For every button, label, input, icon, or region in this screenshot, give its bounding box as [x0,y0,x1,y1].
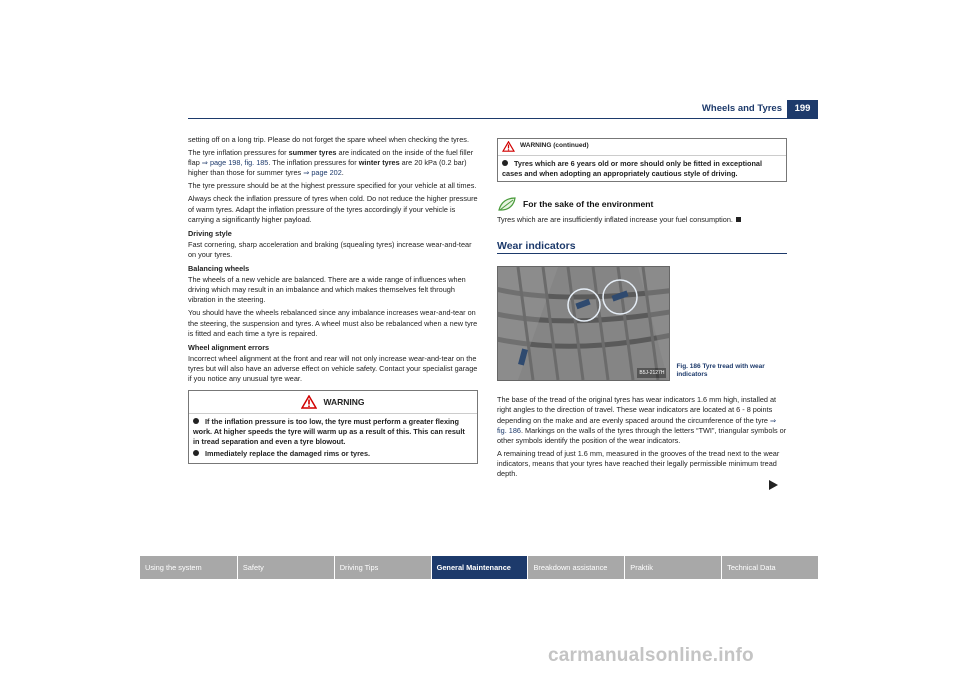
figure-link[interactable]: ⇒ fig. 186 [497,415,777,435]
paragraph: setting off on a long trip. Please do not forget the spare wheel when checking the tyres. [188,135,469,144]
subheading-balancing: Balancing wheels [188,264,250,274]
warning-continued-box [497,138,787,182]
text: The base of the tread of the original tyres has wear indicators 1.6 mm high, installed at right angles to the direction of travel. These wear indicators are located at 6 - 8 points depending on the make and are evenly spaced around the circumference of the tyre [497,395,777,425]
subheading-driving-style: Driving style [188,228,232,238]
paragraph: A remaining tread of just 1.6 mm, measured in the grooves of the tread next to the wear indicators, means that your tyres have reached their legally permissible minimum tread depth. [497,448,780,479]
text: Tyres which are are insufficiently inflated increase your fuel consumption. [497,215,733,225]
nav-tab-safety[interactable]: Safety [237,556,334,579]
warning-continued-title: WARNING (continued) [520,142,589,150]
text: are indicated on the inside of the fuel filler flap [188,148,474,168]
nav-tab-breakdown-assistance[interactable]: Breakdown assistance [527,556,624,579]
paragraph: Fast cornering, sharp acceleration and braking (squealing tyres) increase wear-and-tear on your tyres. [188,239,472,259]
tyre-tread-illustration [498,267,670,380]
paragraph-inflation [188,148,478,178]
page-number: 199 [787,100,818,118]
text: are 20 kPa (0.2 bar) higher than those for summer tyres [188,158,467,178]
warning-item-text: If the inflation pressure is too low, the tyre must perform a greater flexing work. At higher speeds the tyre will warm up as a result of this. This can result in tread separation and even a tyre blowout. [193,417,465,447]
paragraph-wear [497,395,787,445]
figure-row [497,266,787,381]
text: . The inflation pressures for [268,158,359,168]
bullet-icon [193,450,199,456]
summer-tyres-term: summer tyres [288,148,337,158]
bullet-icon [502,160,508,166]
warning-item [498,156,786,179]
paragraph: Incorrect wheel alignment at the front and rear will not only increase wear-and-tear on the tyres but will also have an adverse effect on vehicle safety. Contact your specialist garage if you notice any unusual tyre wear. [188,353,478,383]
bullet-icon [193,418,199,424]
warning-continued-header [498,139,786,156]
text: . Markings on the walls of the tyres through the letters “TWI”, triangular symbols or other symbols identify the position of the wear indicators. [497,425,787,445]
tyre-tread-figure [497,266,670,381]
warning-list [189,417,477,459]
nav-tab-driving-tips[interactable]: Driving Tips [334,556,431,579]
text: The tyre inflation pressures for [188,148,289,158]
end-of-section-icon [736,217,741,222]
environment-text [497,215,787,225]
next-page-arrow-icon[interactable] [769,480,778,490]
warning-item-text: Immediately replace the damaged rims or tyres. [205,449,371,459]
warning-title: WARNING [323,397,365,408]
warning-icon [502,141,515,152]
paragraph: You should have the wheels rebalanced since any imbalance increases wear-and-tear on the steering, the suspension and tyres. A wheel must also be rebalanced when a new tyre is fitted and each time a tyre is repaired. [188,308,478,338]
paragraph: The tyre pressure should be at the highest pressure specified for your vehicle at all times. [188,181,477,191]
warning-icon [301,395,317,409]
warning-box [188,390,478,464]
paragraph: Always check the inflation pressure of tyres when cold. Do not reduce the higher pressure of warm tyres. Adapt the inflation pressure of the tyres accordingly if your vehicle is carrying a significantly higher payload. [188,194,478,224]
warning-item [193,417,473,447]
watermark: carmanualsonline.info [548,645,754,666]
environment-leaf-icon [497,196,517,212]
warning-header [189,391,477,414]
nav-tab-praktik[interactable]: Praktik [624,556,721,579]
chapter-navigation [140,556,818,579]
wear-indicators-heading: Wear indicators [497,241,787,254]
paragraph: The wheels of a new vehicle are balanced. There are a wide range of influences when driving which may result in an imbalance and which makes themselves felt through vibration in the steering. [188,275,466,305]
page-link[interactable]: ⇒ page 198, fig. 185 [201,158,269,168]
nav-tab-using-the-system[interactable]: Using the system [140,556,237,579]
text: . [341,168,344,178]
right-column [497,138,787,482]
figure-caption: Fig. 186 Tyre tread with wear indicators [676,363,765,379]
section-title: Wheels and Tyres [701,103,782,114]
nav-tab-general-maintenance[interactable]: General Maintenance [431,556,528,579]
left-column [188,135,478,464]
page-link[interactable]: ⇒ page 202 [303,168,342,178]
environment-heading [497,196,787,212]
nav-tab-technical-data[interactable]: Technical Data [721,556,818,579]
figure-code: B5J-2127H [637,368,666,378]
warning-item-text: Tyres which are 6 years old or more should only be fitted in exceptional cases and when adopting an appropriately cautious style of driving. [502,159,763,179]
page-header [188,100,818,119]
subheading-alignment: Wheel alignment errors [188,342,270,352]
environment-title: For the sake of the environment [523,199,654,210]
winter-tyres-term: winter tyres [358,158,400,168]
warning-item [193,449,473,459]
